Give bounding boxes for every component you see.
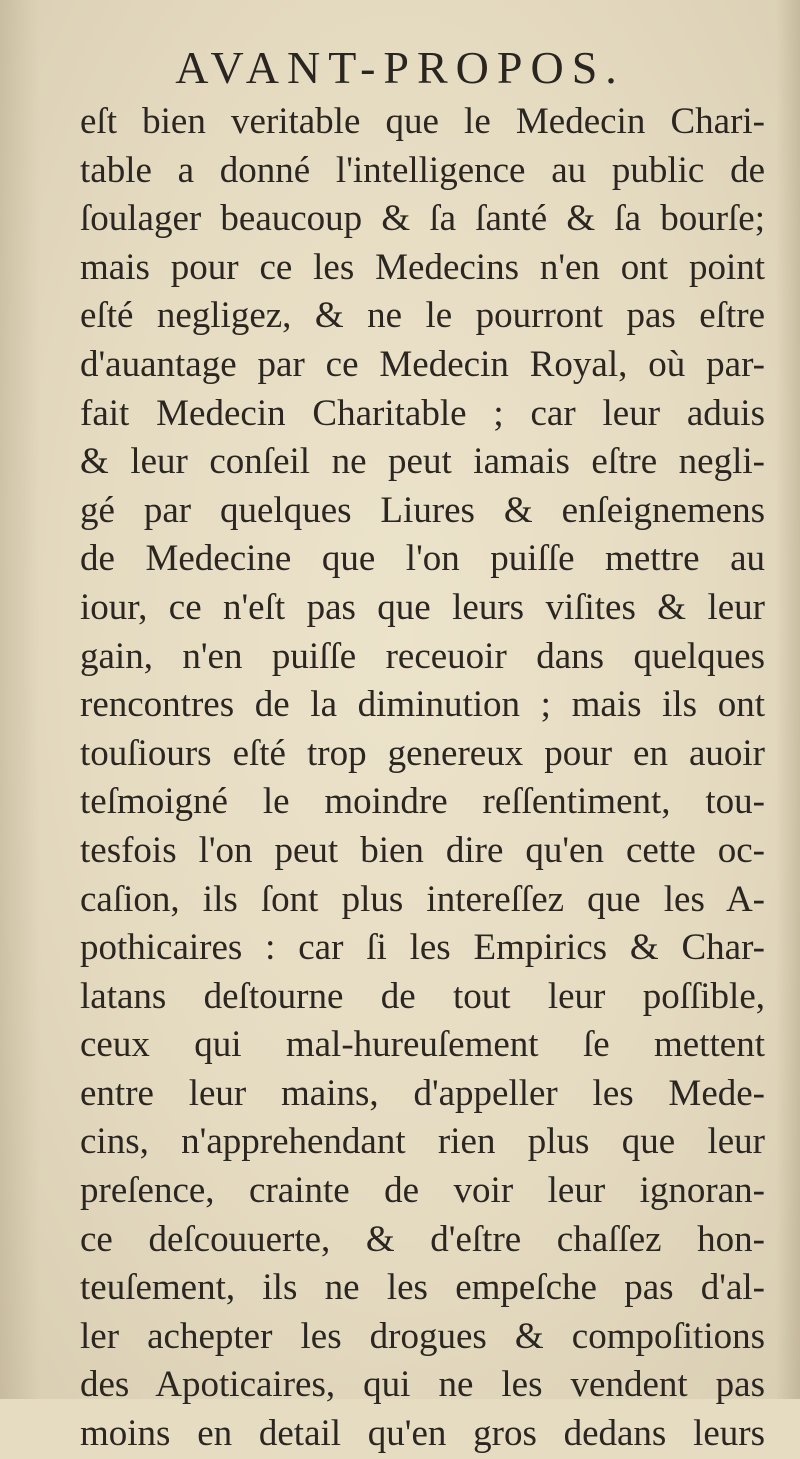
text-line: mais pour ce les Medecins n'en ont point <box>80 246 765 288</box>
text-line: fait Medecin Charitable ; car leur aduis <box>80 392 765 434</box>
text-line: ſoulager beaucoup & ſa ſanté & ſa bourſe; <box>80 198 765 240</box>
text-line: ler achepter les drogues & compoſitions <box>80 1315 765 1357</box>
text-line: ceux qui mal-hureuſement ſe mettent <box>80 1024 765 1066</box>
text-line: eſt bien veritable que le Medecin Chari- <box>80 101 765 142</box>
text-line: de Medecine que l'on puiſſe mettre au <box>80 538 765 580</box>
text-line: latans deſtourne de tout leur poſſible, <box>80 975 765 1017</box>
text-line: caſion, ils ſont plus intereſſez que les A- <box>80 878 765 920</box>
text-line: eſté negligez, & ne le pourront pas eſtre <box>80 295 765 337</box>
text-line: pothicaires : car ſi les Empirics & Char- <box>80 927 765 969</box>
text-line: & leur conſeil ne peut iamais eſtre negli- <box>80 441 765 483</box>
text-line: tesfois l'on peut bien dire qu'en cette oc- <box>80 829 765 871</box>
text-line: moins en detail qu'en gros dedans leurs <box>80 1413 765 1455</box>
text-line: teuſement, ils ne les empeſche pas d'al- <box>80 1267 765 1309</box>
text-line: rencontres de la diminution ; mais ils ont <box>80 684 765 726</box>
text-line: touſiours eſté trop genereux pour en auoir <box>80 732 765 774</box>
text-line: table a donné l'intelligence au public de <box>80 149 765 191</box>
text-line: ce deſcouuerte, & d'eſtre chaſſez hon- <box>80 1218 765 1260</box>
text-line: iour, ce n'eſt pas que leurs viſites & leur <box>80 586 765 628</box>
text-line: entre leur mains, d'appeller les Mede- <box>80 1072 765 1114</box>
text-line: gé par quelques Liures & enſeignemens <box>80 489 765 531</box>
text-line: d'auantage par ce Medecin Royal, où par- <box>80 343 765 385</box>
text-line: des Apoticaires, qui ne les vendent pas <box>80 1364 765 1406</box>
running-head: AVANT-PROPOS. <box>175 42 625 93</box>
text-line: preſence, crainte de voir leur ignoran- <box>80 1170 765 1212</box>
text-line: teſmoigné le moindre reſſentiment, tou- <box>80 781 765 823</box>
text-line: cins, n'apprehendant rien plus que leur <box>80 1121 765 1163</box>
body-text <box>80 98 765 1459</box>
text-line: gain, n'en puiſſe receuoir dans quelques <box>80 635 765 677</box>
